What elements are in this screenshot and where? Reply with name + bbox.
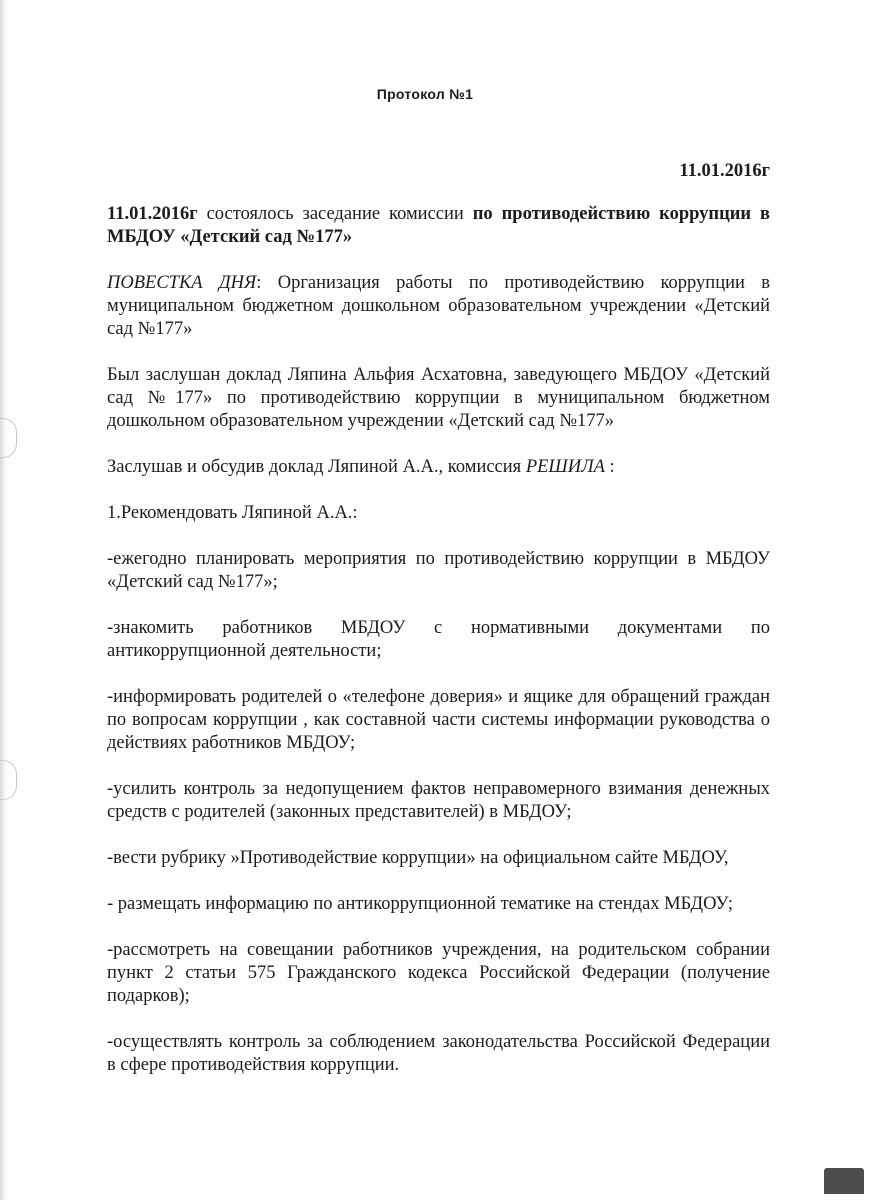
intro-subject: по противодействию коррупции в МБДОУ «Детский сад №177» <box>107 204 771 247</box>
agenda-text: : Организация работы по противодействию коррупции в муниципальном бюджетном дошкольном образовательном учреждении «Детский сад №177» <box>107 273 771 339</box>
agenda-paragraph <box>107 272 770 341</box>
intro-text: состоялось заседание комиссии <box>197 204 473 224</box>
document-title: Протокол №1 <box>376 86 474 102</box>
decision-suffix: : <box>604 457 615 477</box>
list-item: -ежегодно планировать мероприятия по противодействию коррупции в МБДОУ «Детский сад №177»; <box>107 549 770 592</box>
decision-label: РЕШИЛА <box>525 457 605 477</box>
decision-paragraph <box>107 456 770 479</box>
list-item: -вести рубрику »Противодействие коррупции» на официальном сайте МБДОУ, <box>107 848 729 868</box>
recommend-heading: 1.Рекомендовать Ляпиной А.А.: <box>107 503 358 523</box>
intro-paragraph <box>107 203 770 249</box>
report-paragraph: Был заслушан доклад Ляпина Альфия Асхатовна, заведующего МБДОУ «Детский сад №177» по противодействию коррупции в муниципальном бюджетном дошкольном образовательном учреждении «Детский сад №177» <box>107 365 770 431</box>
list-item: -усилить контроль за недопущением фактов неправомерного взимания денежных средств с родителей (законных представителей) в МБДОУ; <box>107 779 770 822</box>
decision-text: Заслушав и обсудив доклад Ляпиной А.А., комиссия <box>107 457 526 477</box>
document-date: 11.01.2016г <box>679 161 770 181</box>
list-item: -рассмотреть на совещании работников учреждения, на родительском собрании пункт 2 статьи 575 Гражданского кодекса Российской Федерации (получение подарков); <box>107 940 770 1006</box>
agenda-label: ПОВЕСТКА ДНЯ <box>107 273 257 293</box>
scan-corner-mark <box>824 1168 864 1194</box>
punch-hole-mark <box>0 760 17 800</box>
list-item: -осуществлять контроль за соблюдением законодательства Российской Федерации в сфере противодействия коррупции. <box>107 1032 770 1075</box>
scan-edge-shadow <box>0 0 6 1200</box>
list-item: -знакомить работников МБДОУ с нормативными документами по антикоррупционной деятельности; <box>107 618 770 661</box>
document-body <box>107 203 770 1100</box>
intro-date: 11.01.2016г <box>107 204 198 224</box>
list-item: -информировать родителей о «телефоне доверия» и ящике для обращений граждан по вопросам коррупции , как составной части системы информации руководства о действиях работников МБДОУ; <box>107 687 770 753</box>
punch-hole-mark <box>0 418 17 458</box>
list-item: - размещать информацию по антикоррупционной тематике на стендах МБДОУ; <box>107 894 734 914</box>
